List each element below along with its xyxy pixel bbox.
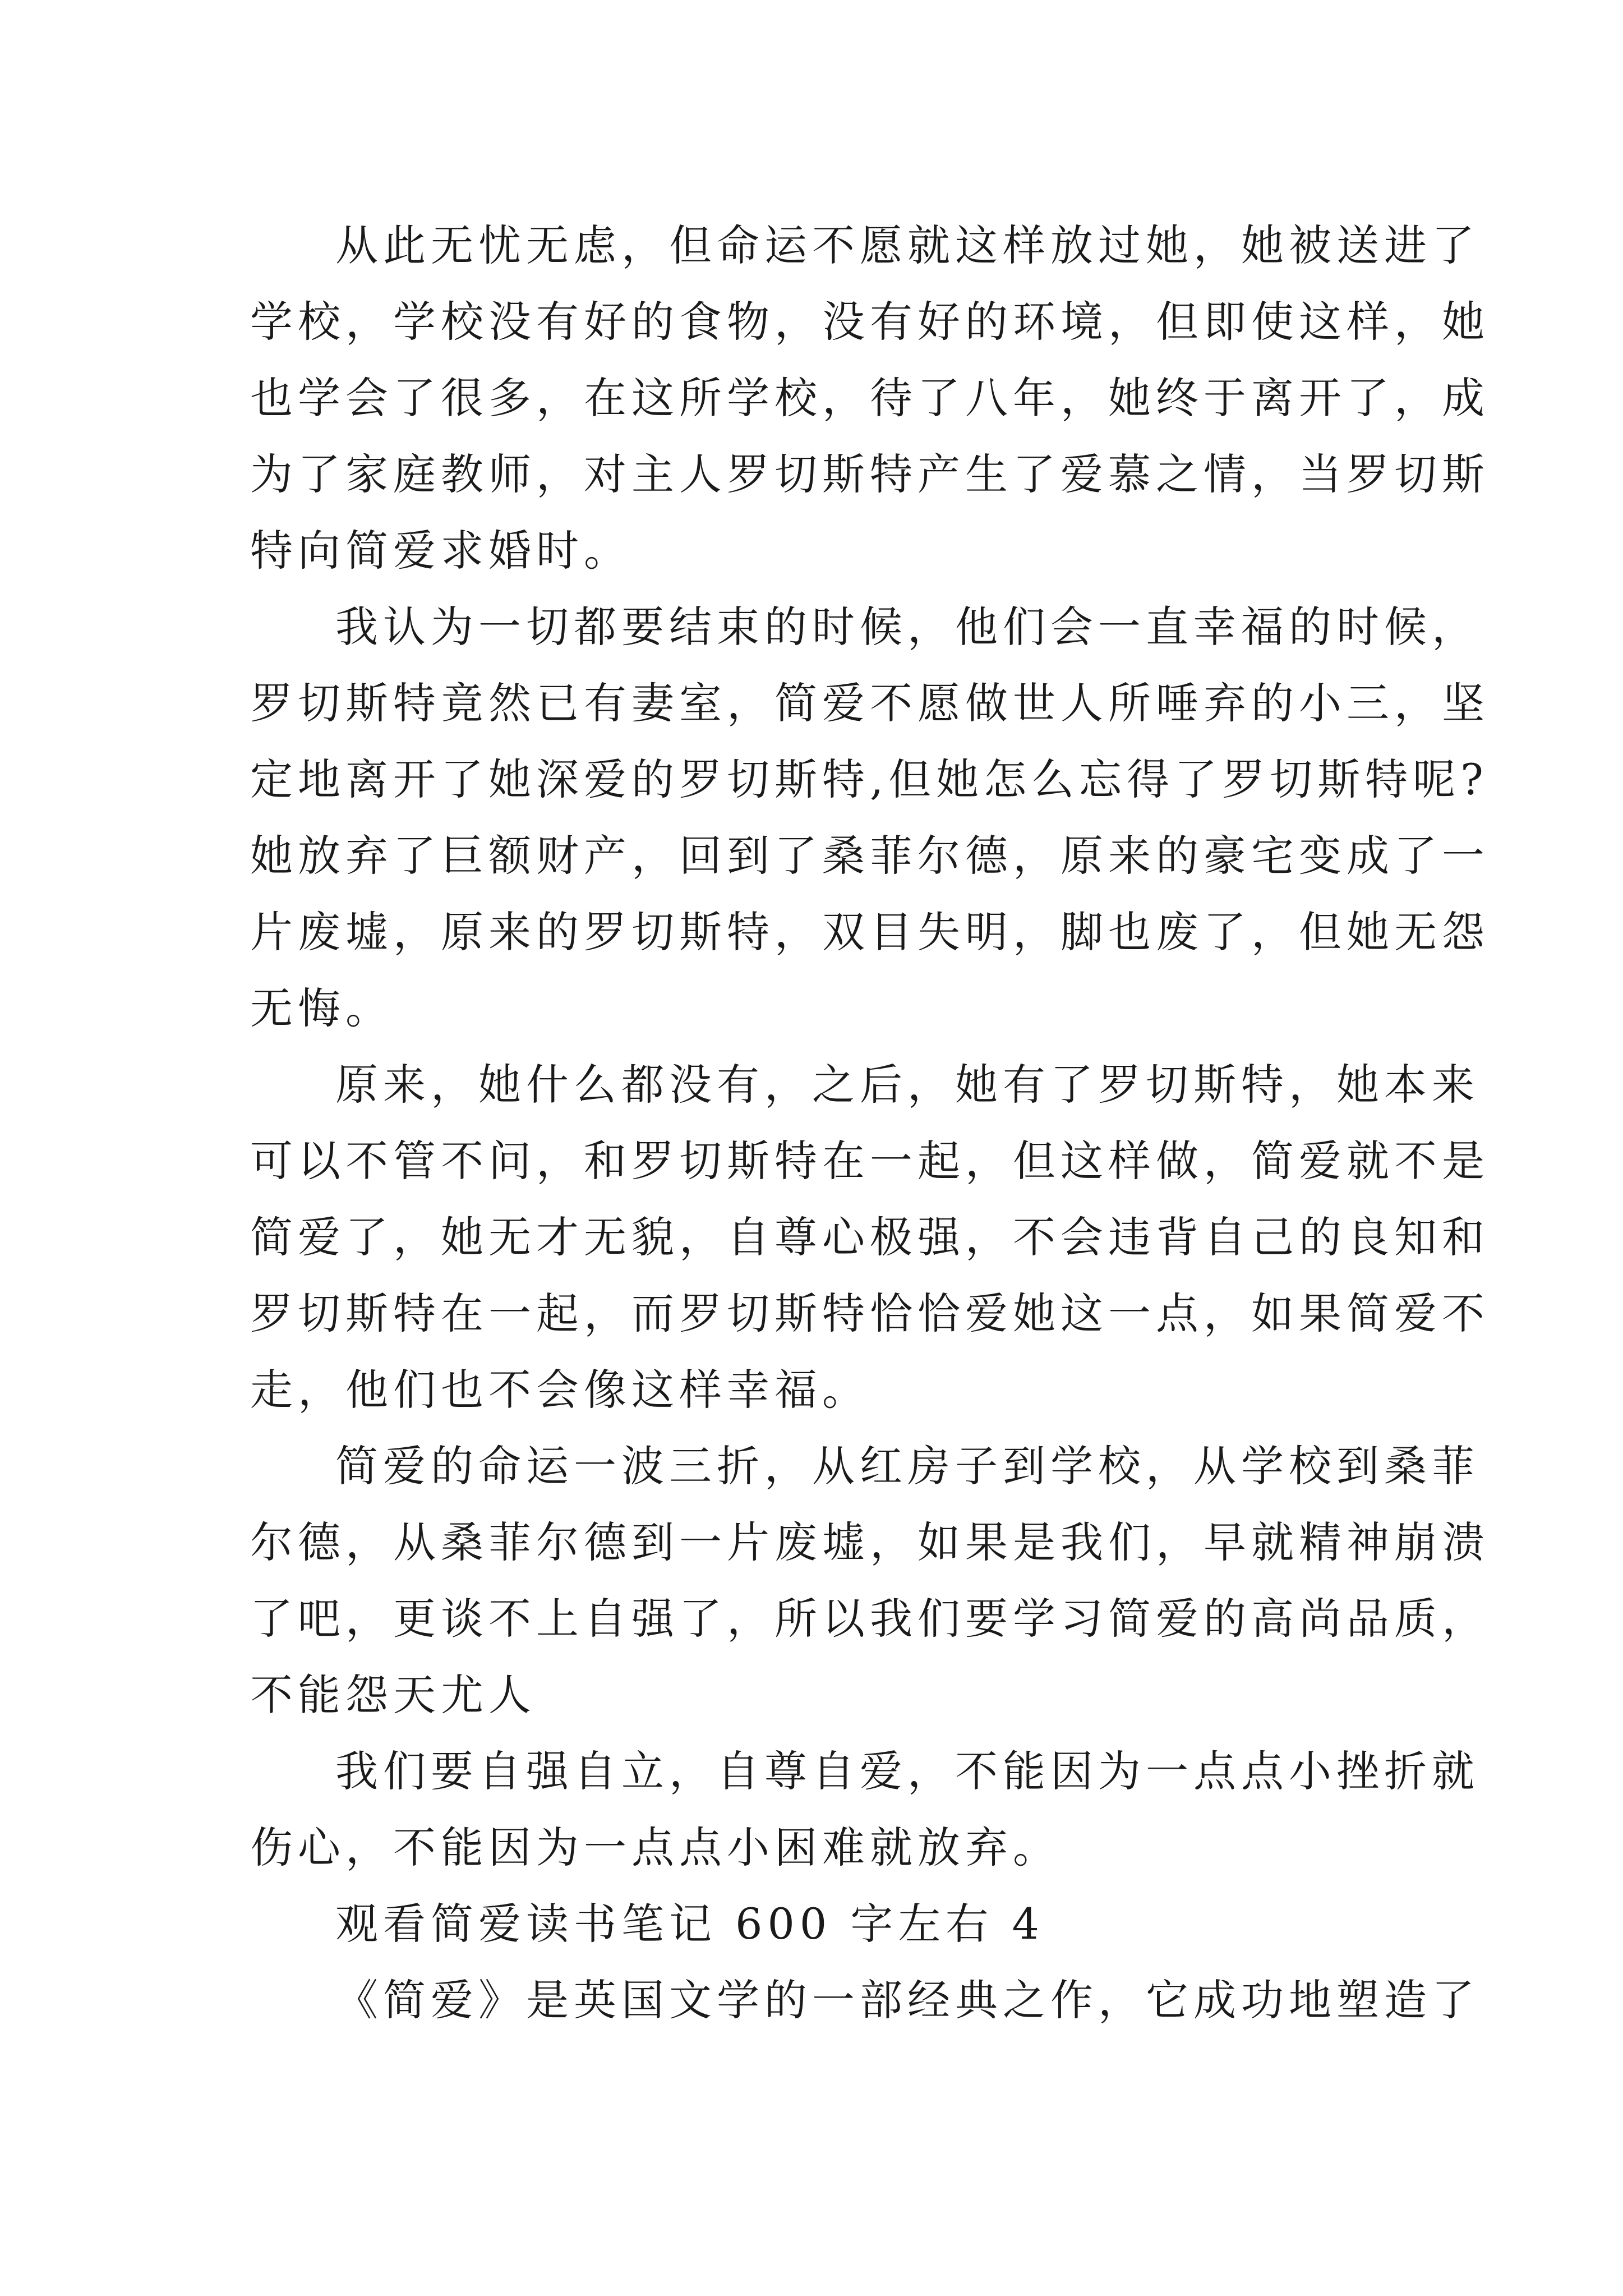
text-line: 从此无忧无虑，但命运不愿就这样放过她，她被送进了 [335, 220, 1479, 270]
text-line: 为了家庭教师，对主人罗切斯特产生了爱慕之情，当罗切斯 [250, 449, 1490, 499]
text-line: 我们要自强自立，自尊自爱，不能因为一点点小挫折就 [335, 1746, 1479, 1796]
text-line: 特向简爱求婚时。 [250, 526, 631, 576]
text-line: 她放弃了巨额财产，回到了桑菲尔德，原来的豪宅变成了一 [250, 831, 1490, 881]
section-heading: 观看简爱读书笔记 600 字左右 4 [335, 1899, 1044, 1949]
text-line: 罗切斯特竟然已有妻室，简爱不愿做世人所唾弃的小三，坚 [250, 678, 1490, 728]
text-line: 《简爱》是英国文学的一部经典之作，它成功地塑造了 [335, 1975, 1479, 2025]
text-line: 伤心，不能因为一点点小困难就放弃。 [250, 1823, 1061, 1872]
text-line: 尔德，从桑菲尔德到一片废墟，如果是我们，早就精神崩溃 [250, 1517, 1490, 1567]
text-line: 原来，她什么都没有，之后，她有了罗切斯特，她本来 [335, 1060, 1479, 1110]
text-line: 走，他们也不会像这样幸福。 [250, 1365, 870, 1415]
text-line: 简爱的命运一波三折，从红房子到学校，从学校到桑菲 [335, 1441, 1479, 1491]
text-line: 定地离开了她深爱的罗切斯特,但她怎么忘得了罗切斯特呢? [250, 754, 1488, 804]
text-line: 片废墟，原来的罗切斯特，双目失明，脚也废了，但她无怨 [250, 907, 1490, 957]
text-line: 不能怨天尤人 [250, 1670, 536, 1720]
text-line: 简爱了，她无才无貌，自尊心极强，不会违背自己的良知和 [250, 1212, 1490, 1262]
text-line: 学校，学校没有好的食物，没有好的环境，但即使这样，她 [250, 297, 1490, 347]
document-body [250, 208, 1490, 2039]
text-line: 也学会了很多，在这所学校，待了八年，她终于离开了，成 [250, 373, 1490, 423]
text-line: 无悔。 [250, 983, 393, 1033]
text-line: 罗切斯特在一起，而罗切斯特恰恰爱她这一点，如果简爱不 [250, 1289, 1490, 1338]
text-line: 了吧，更谈不上自强了，所以我们要学习简爱的高尚品质， [250, 1594, 1490, 1644]
text-line: 可以不管不问，和罗切斯特在一起，但这样做，简爱就不是 [250, 1136, 1490, 1186]
text-line: 我认为一切都要结束的时候，他们会一直幸福的时候， [335, 602, 1479, 652]
